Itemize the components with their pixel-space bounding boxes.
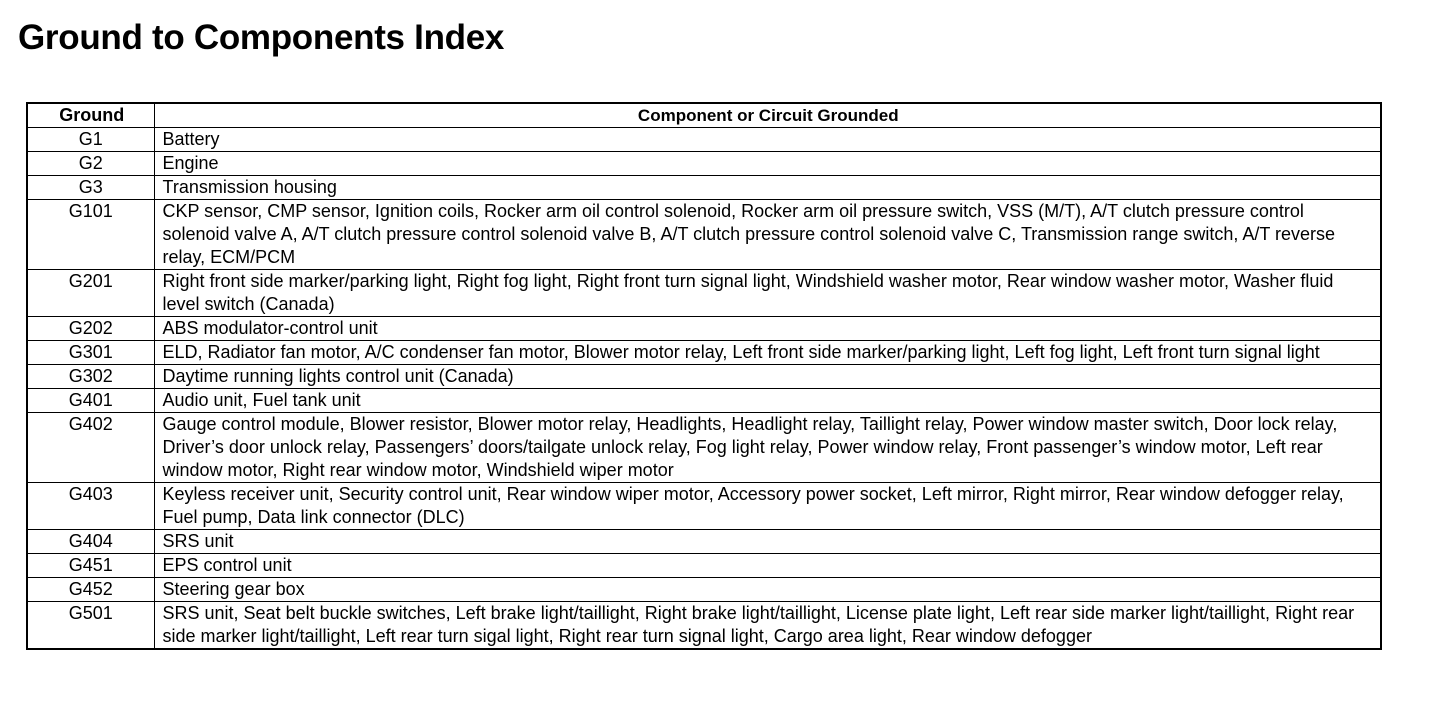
table-row [27, 413, 1381, 483]
ground-cell: G3 [27, 176, 154, 200]
table-row [27, 270, 1381, 317]
component-cell: Right front side marker/parking light, Right fog light, Right front turn signal light, Windshield washer motor, Rear window washer motor, Washer fluid level switch (Canada) [154, 270, 1381, 317]
component-cell: Engine [154, 152, 1381, 176]
ground-cell: G501 [27, 602, 154, 650]
ground-cell: G202 [27, 317, 154, 341]
table-row [27, 200, 1381, 270]
table-row [27, 530, 1381, 554]
ground-cell: G1 [27, 128, 154, 152]
ground-cell: G401 [27, 389, 154, 413]
ground-column-header: Ground [27, 103, 154, 128]
table-row [27, 176, 1381, 200]
component-cell: Keyless receiver unit, Security control unit, Rear window wiper motor, Accessory power socket, Left mirror, Right mirror, Rear window defogger relay, Fuel pump, Data link connector (DLC) [154, 483, 1381, 530]
component-cell: ELD, Radiator fan motor, A/C condenser fan motor, Blower motor relay, Left front side marker/parking light, Left fog light, Left front turn signal light [154, 341, 1381, 365]
ground-cell: G403 [27, 483, 154, 530]
ground-cell: G302 [27, 365, 154, 389]
component-cell: Battery [154, 128, 1381, 152]
component-cell: SRS unit [154, 530, 1381, 554]
component-cell: Steering gear box [154, 578, 1381, 602]
component-cell: EPS control unit [154, 554, 1381, 578]
table-row [27, 365, 1381, 389]
ground-cell: G404 [27, 530, 154, 554]
component-cell: ABS modulator-control unit [154, 317, 1381, 341]
ground-cell: G2 [27, 152, 154, 176]
table-row [27, 554, 1381, 578]
component-cell: Daytime running lights control unit (Canada) [154, 365, 1381, 389]
table-row [27, 152, 1381, 176]
ground-cell: G201 [27, 270, 154, 317]
ground-cell: G402 [27, 413, 154, 483]
page-title: Ground to Components Index [18, 18, 505, 57]
component-cell: SRS unit, Seat belt buckle switches, Left brake light/taillight, Right brake light/taillight, License plate light, Left rear side marker light/taillight, Right rear side marker light/taillight, Left rear turn sigal light, Right rear turn signal light, Cargo area light, Rear window defogger [154, 602, 1381, 650]
ground-index-table [26, 102, 1382, 650]
table-row [27, 578, 1381, 602]
ground-cell: G451 [27, 554, 154, 578]
component-cell: Gauge control module, Blower resistor, Blower motor relay, Headlights, Headlight relay, Taillight relay, Power window master switch, Door lock relay, Driver’s door unlock relay, Passengers’ doors/tailgate unlock relay, Fog light relay, Power window relay, Front passenger’s window motor, Left rear window motor, Right rear window motor, Windshield wiper motor [154, 413, 1381, 483]
ground-cell: G101 [27, 200, 154, 270]
component-cell: Transmission housing [154, 176, 1381, 200]
table-row [27, 317, 1381, 341]
table-row [27, 602, 1381, 650]
table-header-row [27, 103, 1381, 128]
component-cell: Audio unit, Fuel tank unit [154, 389, 1381, 413]
table-row [27, 128, 1381, 152]
ground-cell: G301 [27, 341, 154, 365]
table-row [27, 341, 1381, 365]
component-column-header: Component or Circuit Grounded [154, 103, 1381, 128]
ground-cell: G452 [27, 578, 154, 602]
table-row [27, 389, 1381, 413]
component-cell: CKP sensor, CMP sensor, Ignition coils, Rocker arm oil control solenoid, Rocker arm oil pressure switch, VSS (M/T), A/T clutch pressure control solenoid valve A, A/T clutch pressure control solenoid valve B, A/T clutch pressure control solenoid valve C, Transmission range switch, A/T reverse relay, ECM/PCM [154, 200, 1381, 270]
table-row [27, 483, 1381, 530]
